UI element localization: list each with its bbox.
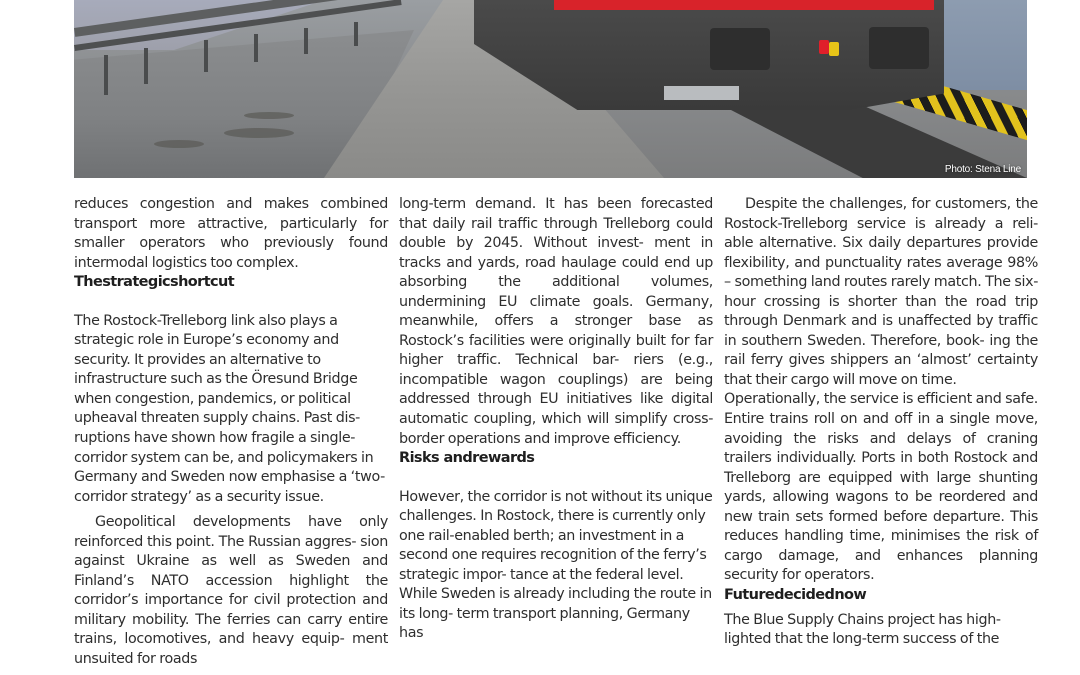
photo-locomotive-red-body	[554, 0, 934, 10]
photo-rail-post	[304, 28, 308, 54]
section-heading: Risks andrewards	[399, 450, 535, 467]
paragraph: long-term demand. It has been forecasted that daily rail traffic through Trelleborg could double by 2045. Without invest- ment in tracks and yards, road haulage could end up absorbing the additional volumes, undermining EU climate goals. Germany, meanwhile, offers a stronger base as Rostock’s facilities were originally built for far higher traffic. Technical bar- riers (e.g., incompatible wagon couplings) are being addressed through EU initiatives like digital automatic coupling, which will simplify cross-border operations and improve efficiency.	[399, 196, 713, 447]
photo-step	[664, 86, 739, 100]
section-heading: Thestrategicshortcut	[74, 274, 235, 291]
photo-wall-right	[944, 0, 1027, 90]
photo-rail-post	[144, 48, 148, 84]
photo-credit: Photo: Stena Line	[944, 164, 1021, 175]
photo-rail-post	[204, 40, 208, 72]
photo-puddle	[244, 112, 294, 119]
photo-coupler-red	[819, 40, 829, 54]
paragraph: The Blue Supply Chains project has high- lighted that the long-term success of the	[724, 611, 1001, 648]
photo-rail-post	[354, 22, 358, 46]
spacer	[399, 468, 713, 488]
photo-buffer-right	[869, 27, 929, 69]
photo-puddle	[154, 140, 204, 148]
section-heading: Futuredecidednow	[724, 586, 867, 603]
photo-rail-post	[254, 34, 258, 62]
paragraph: Despite the challenges, for customers, the Rostock-Trelleborg service is already a reli- able alternative. Six daily departures provide flexibility, and punctuality rates average 98% – something land routes rarely match. The six-hour crossing is shorter than the road trip through Denmark and is unaffected by traffic in southern Sweden. Therefore, book- ing the rail ferry gives shippers an ‘almost’ certainty that their cargo will move on time.	[724, 196, 1038, 388]
paragraph: Operationally, the service is efficient and safe. Entire trains roll on and off in a single move, avoiding the risks and delays of craning trailers individually. Ports in both Rostock and Trelleborg are equipped with large shunting yards, allowing wagons to be reordered and new train sets formed before departure. This reduces handling time, minimises the risk of cargo damage, and enhances planning security for operators.	[724, 391, 1038, 584]
paragraph: The Rostock-Trelleborg link also plays a strategic role in Europe’s economy and security. It provides an alternative to infrastructure such as the Öresund Bridge when congestion, pandemics, or political upheaval threaten supply chains. Past dis- ruptions have shown how fragile a single- corridor system can be, and policymakers in Germany and Sweden now emphasise a ‘two-corridor strategy’ as a security issue.	[74, 312, 385, 505]
photo-rail-post	[104, 55, 108, 95]
paragraph: Geopolitical developments have only reinforced this point. The Russian aggres- sion against Ukraine as well as Sweden and Finland’s NATO accession highlight the corridor’s importance for civil protection and military mobility. The ferries can carry entire trains, locomotives, and heavy equip- ment unsuited for roads	[74, 514, 388, 667]
article-column-2	[399, 195, 713, 644]
spacer	[74, 292, 388, 312]
photo-buffer-left	[710, 28, 770, 70]
article-column-3	[724, 195, 1038, 650]
article-photo	[74, 0, 1027, 178]
paragraph: However, the corridor is not without its unique challenges. In Rostock, there is currently only one rail-enabled berth; an investment in a second one requires recognition of the ferry’s strategic impor- tance at the federal level. While Sweden is already including the route in its long- term transport planning, Germany has	[399, 488, 713, 642]
photo-coupler-yellow	[829, 42, 839, 56]
article-column-1	[74, 195, 388, 670]
photo-puddle	[224, 128, 294, 138]
paragraph: reduces congestion and makes combined transport more attractive, particularly for smaller operators who previously found intermodal logistics too complex.	[74, 196, 388, 271]
